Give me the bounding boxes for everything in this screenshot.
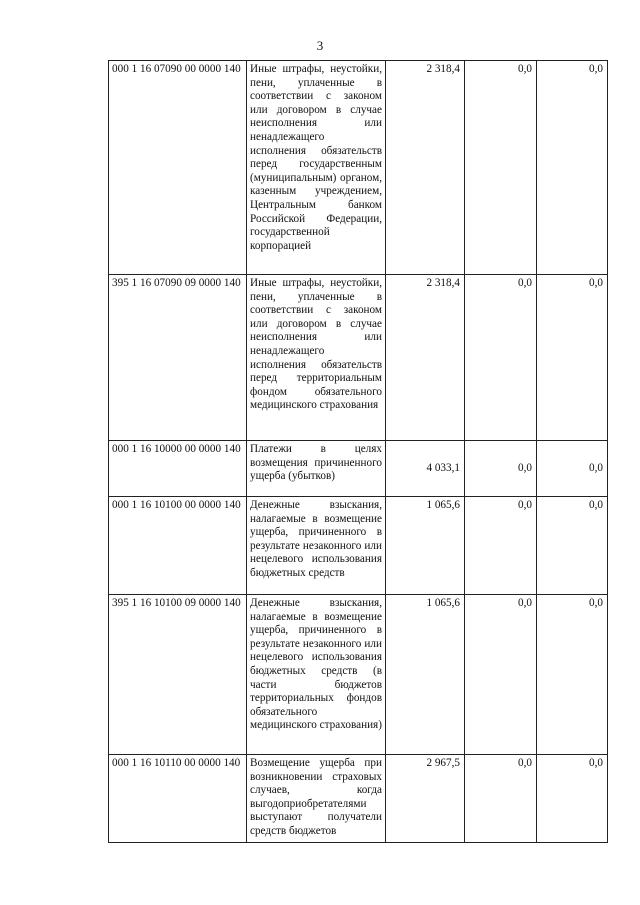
value-cell-2: 0,0 bbox=[465, 595, 537, 755]
budget-code-cell: 000 1 16 10000 00 0000 140 bbox=[109, 441, 247, 497]
revenue-name-cell: Денежные взыскания, налагаемые в возмещение ущерба, причиненного в результате незаконного или нецелевого использования бюджетных средств (в части бюджетов территориальных фондов обязательного медицинского страхования) bbox=[247, 595, 386, 755]
table-row bbox=[109, 441, 608, 497]
value-cell-2: 0,0 bbox=[465, 441, 537, 497]
budget-code-cell: 000 1 16 10100 00 0000 140 bbox=[109, 497, 247, 595]
budget-code-cell: 000 1 16 10110 00 0000 140 bbox=[109, 755, 247, 843]
revenue-name-cell: Возмещение ущерба при возникновении страховых случаев, когда выгодоприобретателями выступают получатели средств бюджетов bbox=[247, 755, 386, 843]
value-cell-3: 0,0 bbox=[537, 275, 608, 441]
value-cell-3: 0,0 bbox=[537, 61, 608, 275]
table-row bbox=[109, 755, 608, 843]
value-cell-1: 2 967,5 bbox=[386, 755, 465, 843]
revenue-name-cell: Денежные взыскания, налагаемые в возмещение ущерба, причиненного в результате незаконного или нецелевого использования бюджетных средств bbox=[247, 497, 386, 595]
value-cell-2: 0,0 bbox=[465, 275, 537, 441]
budget-code-cell: 000 1 16 07090 00 0000 140 bbox=[109, 61, 247, 275]
value-cell-2: 0,0 bbox=[465, 755, 537, 843]
value-cell-1: 2 318,4 bbox=[386, 61, 465, 275]
value-cell-1: 2 318,4 bbox=[386, 275, 465, 441]
value-cell-1: 4 033,1 bbox=[386, 441, 465, 497]
value-cell-3: 0,0 bbox=[537, 497, 608, 595]
table-row bbox=[109, 61, 608, 275]
budget-code-cell: 395 1 16 07090 09 0000 140 bbox=[109, 275, 247, 441]
revenue-name-cell: Иные штрафы, неустойки, пени, уплаченные в соответствии с законом или договором в случае неисполнения или ненадлежащего исполнения обязательств перед территориальным фондом обязательного медицинского страхования bbox=[247, 275, 386, 441]
table-row bbox=[109, 497, 608, 595]
table-row bbox=[109, 595, 608, 755]
budget-code-cell: 395 1 16 10100 09 0000 140 bbox=[109, 595, 247, 755]
value-cell-2: 0,0 bbox=[465, 61, 537, 275]
value-cell-3: 0,0 bbox=[537, 755, 608, 843]
table-row bbox=[109, 275, 608, 441]
value-cell-3: 0,0 bbox=[537, 441, 608, 497]
revenue-name-cell: Платежи в целях возмещения причиненного ущерба (убытков) bbox=[247, 441, 386, 497]
value-cell-3: 0,0 bbox=[537, 595, 608, 755]
page-number: 3 bbox=[316, 38, 324, 53]
revenue-name-cell: Иные штрафы, неустойки, пени, уплаченные в соответствии с законом или договором в случае неисполнения или ненадлежащего исполнения обязательств перед государственным (муниципальным) органом, казенным учреждением, Центральным банком Российской Федерации, государственной корпорацией bbox=[247, 61, 386, 275]
value-cell-1: 1 065,6 bbox=[386, 497, 465, 595]
value-cell-2: 0,0 bbox=[465, 497, 537, 595]
value-cell-1: 1 065,6 bbox=[386, 595, 465, 755]
revenue-table bbox=[108, 60, 608, 843]
